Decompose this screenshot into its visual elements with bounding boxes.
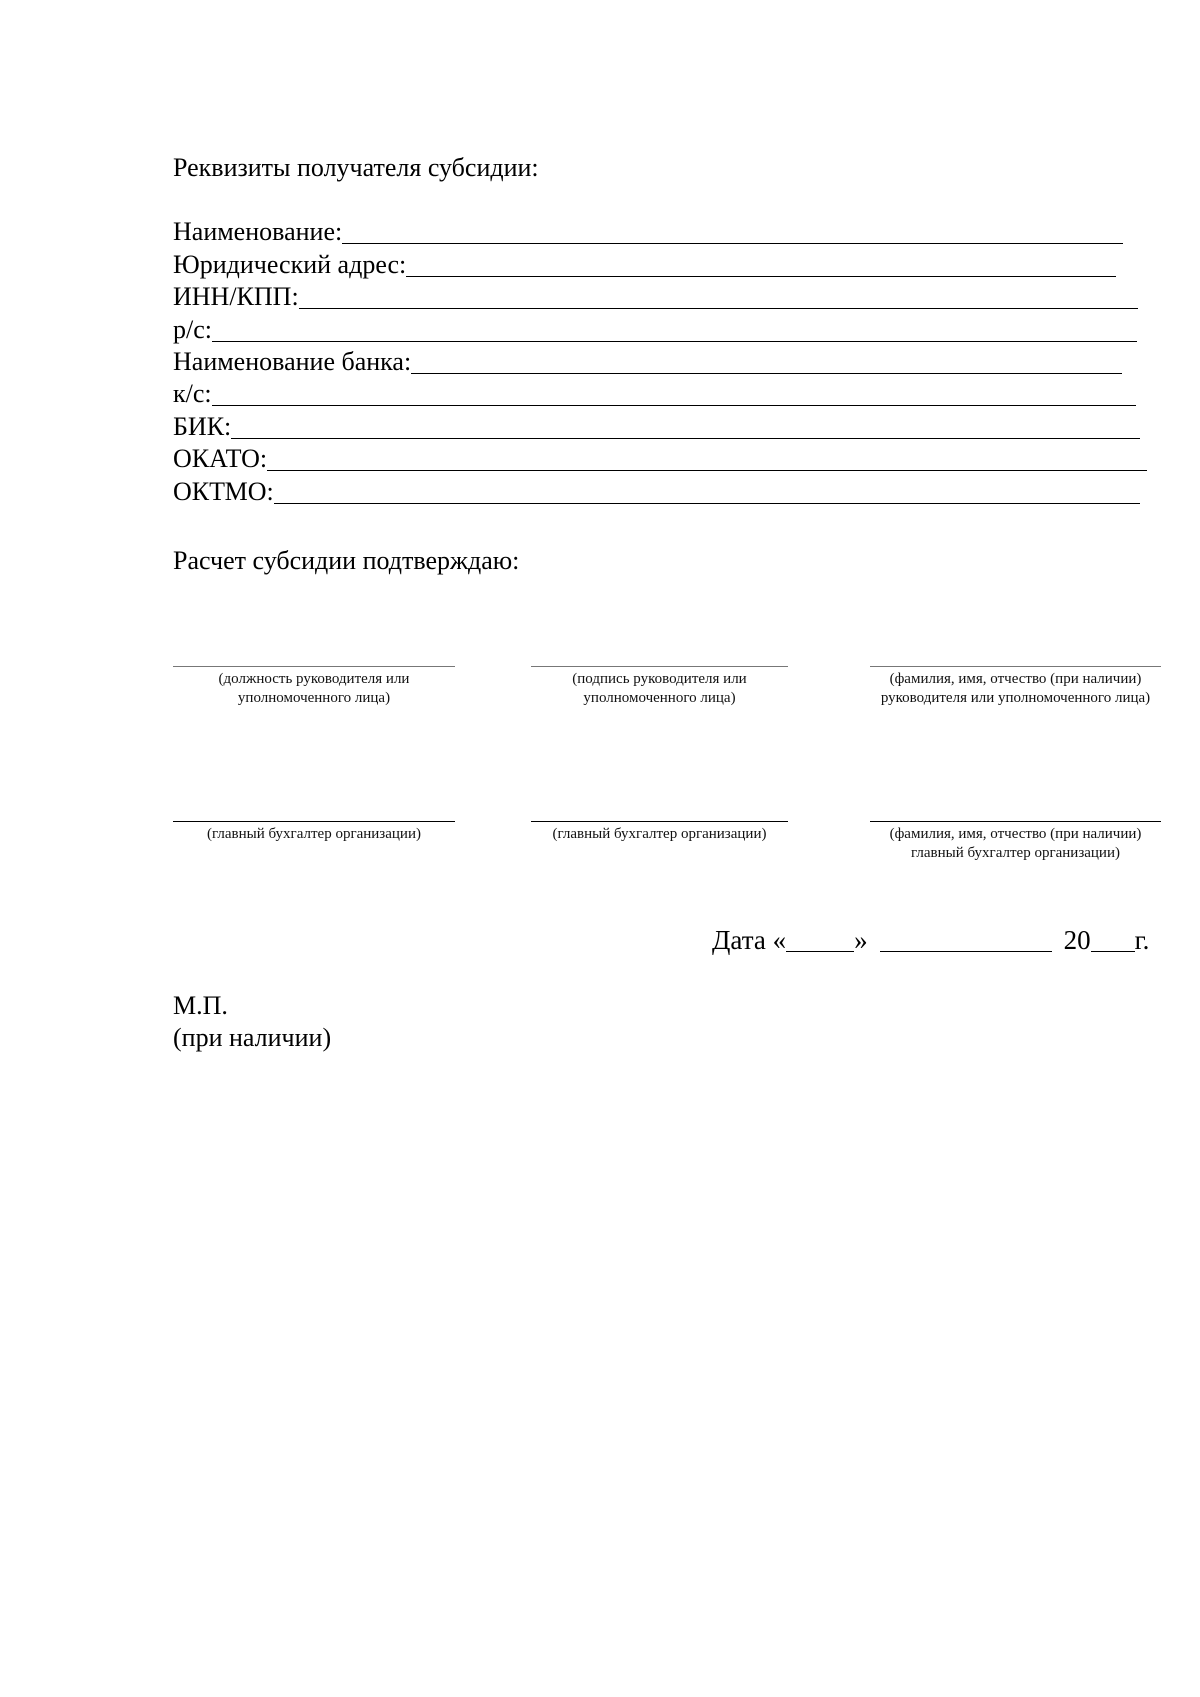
- head-name-block: [870, 666, 1161, 707]
- date-close-quote: »: [854, 925, 868, 955]
- field-input-line-correspondent-account[interactable]: [212, 381, 1136, 406]
- field-name: [173, 215, 1147, 247]
- requisites-field-list: [173, 215, 1147, 507]
- field-settlement-account: [173, 312, 1147, 344]
- field-label-name: Наименование:: [173, 217, 343, 247]
- accountant-signature-caption: (главный бухгалтер организации): [552, 826, 767, 842]
- head-name-caption: (фамилия, имя, отчество (при наличии) руководителя или уполномоченного лица): [880, 671, 1151, 706]
- field-input-line-settlement-account[interactable]: [212, 317, 1137, 342]
- field-label-correspondent-account: к/с:: [173, 379, 212, 409]
- head-name-line[interactable]: [870, 666, 1161, 667]
- field-correspondent-account: [173, 377, 1147, 409]
- field-label-settlement-account: р/с:: [173, 314, 212, 344]
- field-bank-name: [173, 345, 1147, 377]
- requisites-heading: Реквизиты получателя субсидии:: [173, 153, 539, 182]
- stamp-block: [173, 990, 331, 1054]
- date-day-blank[interactable]: [786, 927, 854, 952]
- field-label-inn-kpp: ИНН/КПП:: [173, 282, 299, 312]
- head-signature-block: [531, 666, 788, 707]
- date-year-prefix: 20: [1063, 925, 1091, 955]
- head-position-line[interactable]: [173, 666, 455, 667]
- field-okato: [173, 442, 1147, 474]
- date-label: Дата «: [712, 925, 787, 955]
- accountant-name-block: [870, 821, 1161, 862]
- field-input-line-bank-name[interactable]: [411, 349, 1122, 374]
- field-input-line-bik[interactable]: [231, 414, 1140, 439]
- field-label-legal-address: Юридический адрес:: [173, 249, 407, 279]
- field-label-bik: БИК:: [173, 411, 232, 441]
- date-year-suffix: г.: [1134, 925, 1150, 955]
- stamp-label: М.П.: [173, 991, 228, 1020]
- field-input-line-oktmo[interactable]: [274, 479, 1140, 504]
- field-inn-kpp: [173, 280, 1147, 312]
- head-signature-line[interactable]: [531, 666, 788, 667]
- date-line: [712, 924, 1149, 956]
- field-oktmo: [173, 474, 1147, 506]
- date-year-blank[interactable]: [1091, 927, 1135, 952]
- field-label-oktmo: ОКТМО:: [173, 476, 274, 506]
- accountant-position-line[interactable]: [173, 821, 455, 822]
- accountant-signature-line[interactable]: [531, 821, 788, 822]
- field-input-line-inn-kpp[interactable]: [299, 284, 1138, 309]
- head-signature-caption: (подпись руководителя или уполномоченного лица): [572, 671, 747, 706]
- field-label-bank-name: Наименование банка:: [173, 346, 412, 376]
- accountant-name-line[interactable]: [870, 821, 1161, 822]
- field-label-okato: ОКАТО:: [173, 444, 268, 474]
- accountant-position-block: [173, 821, 455, 844]
- confirmation-heading: Расчет субсидии подтверждаю:: [173, 546, 520, 575]
- field-input-line-okato[interactable]: [267, 446, 1147, 471]
- field-input-line-name[interactable]: [342, 219, 1123, 244]
- accountant-name-caption: (фамилия, имя, отчество (при наличии) главный бухгалтер организации): [889, 826, 1142, 861]
- accountant-signature-block: [531, 821, 788, 844]
- date-month-blank[interactable]: [880, 927, 1052, 952]
- head-position-block: [173, 666, 455, 707]
- field-legal-address: [173, 247, 1147, 279]
- field-bik: [173, 409, 1147, 441]
- stamp-note: (при наличии): [173, 1023, 332, 1052]
- field-input-line-legal-address[interactable]: [406, 252, 1116, 277]
- head-position-caption: (должность руководителя или уполномоченного лица): [218, 671, 410, 706]
- accountant-position-caption: (главный бухгалтер организации): [207, 826, 421, 842]
